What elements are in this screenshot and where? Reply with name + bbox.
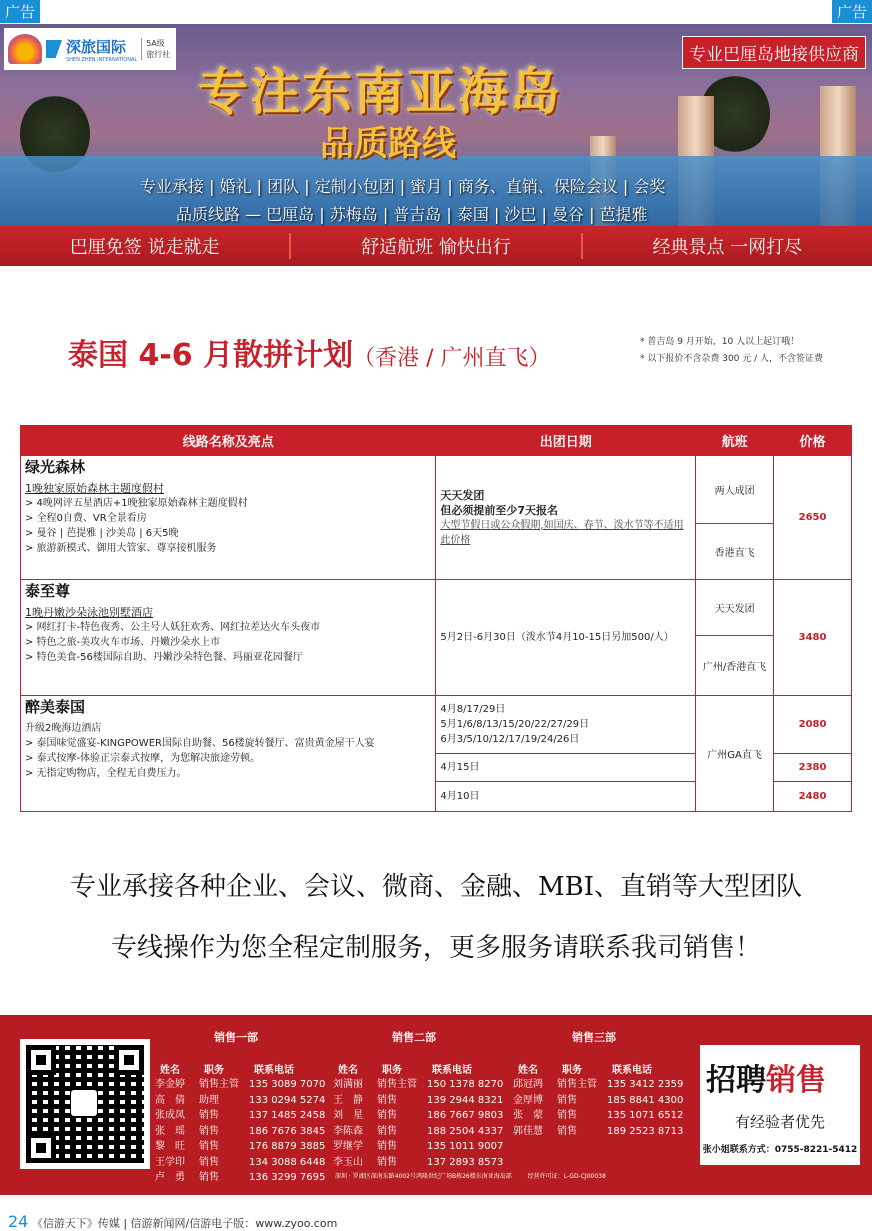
logo-grade-type: 旅行社 <box>146 50 171 59</box>
price-cell: 2650 <box>774 456 852 580</box>
ad-tag-right: 广告 <box>832 0 872 23</box>
slogan-1: 专业承接各种企业、会议、微商、金融、MBI、直销等大型团队 <box>70 872 802 902</box>
col-role: 职务 <box>562 1065 582 1076</box>
price-cell: 2380 <box>774 754 852 782</box>
route-name: 泰至尊 <box>25 582 71 600</box>
staff-row: 刘满丽 销售主管 150 1378 8270 <box>333 1079 504 1090</box>
route-point: > 泰式按摩-体验正宗泰式按摩，为您解决旅途劳顿。 <box>25 753 261 764</box>
date-line: 4月8/17/29日 <box>440 704 506 715</box>
recruit-title-1: 招聘 <box>706 1063 766 1098</box>
page-footer <box>8 1212 337 1231</box>
table-row <box>21 456 852 524</box>
col-role: 职务 <box>204 1065 224 1076</box>
note-item: * 以下报价不含杂费 300 元 / 人，不含签证费 <box>640 354 824 364</box>
staff-row: 刘 星 销售 186 7667 9803 <box>333 1110 504 1121</box>
staff-row: 王 静 销售 139 2944 8321 <box>333 1094 504 1106</box>
slogan-2: 专线操作为您全程定制服务，更多服务请联系我司销售！ <box>110 933 761 963</box>
date-cell <box>436 456 696 580</box>
banner-routes: 品质线路 — 巴厘岛 | 苏梅岛 | 普吉岛 | 泰国 | 沙巴 | 曼谷 | 芭提雅 <box>176 205 648 224</box>
staff-row: 张 瑶 销售 186 7676 3845 <box>155 1125 326 1137</box>
col-header: 出团日期 <box>436 426 696 456</box>
feature-flight: 舒适航班 愉快出行 <box>291 233 582 259</box>
staff-row: 黎 旺 销售 176 8879 3885 <box>155 1141 326 1152</box>
feature-sights: 经典景点 一网打尽 <box>652 237 803 258</box>
recruit-contact: 张小姐联系方式：0755-8221-5412 <box>702 1145 858 1155</box>
company-logo <box>4 28 176 70</box>
col-header: 价格 <box>774 426 852 456</box>
logo-cn-name: 深旅国际 <box>66 37 127 56</box>
route-highlight: 1晚独家原始森林主题度假村 <box>25 482 164 495</box>
staff-row: 郭佳慧 销售 189 2523 8713 <box>513 1125 684 1137</box>
route-point: > 无指定购物店，全程无自费压力。 <box>25 768 187 779</box>
date-line: 5月1/6/8/13/15/20/22/27/29日 <box>440 719 590 730</box>
staff-row: 张成凤 销售 137 1485 2458 <box>155 1110 326 1121</box>
col-role: 职务 <box>382 1065 402 1076</box>
route-point: > 网红打卡-特色夜秀、公主号人妖狂欢秀、网红拉差达火车头夜市 <box>25 622 321 633</box>
banner-headline: 专注东南亚海岛 <box>198 63 562 121</box>
contact-footer <box>0 1015 872 1195</box>
ad-tag-left: 广告 <box>0 0 40 23</box>
page-title <box>68 330 551 374</box>
route-highlight: 升级2晚海边酒店 <box>25 723 102 734</box>
dept-title: 销售三部 <box>572 1031 616 1044</box>
route-point: > 特色美食-56楼国际自助、丹嫩沙朵特色餐、玛丽亚花园餐厅 <box>25 652 303 663</box>
route-name: 绿光森林 <box>25 458 86 476</box>
flight-cell: 两人成团 <box>696 456 774 524</box>
feature-bar <box>0 226 872 266</box>
dept-title: 销售一部 <box>214 1031 258 1044</box>
qr-code <box>20 1039 150 1169</box>
staff-row: 金厚博 销售 185 8841 4300 <box>513 1094 684 1106</box>
title-main: 泰国 4-6 月散拼计划 <box>68 338 354 373</box>
flight-cell: 广州GA直飞 <box>696 696 774 812</box>
col-phone: 联系电话 <box>254 1065 294 1076</box>
route-cell <box>21 580 436 696</box>
brand-mark-icon <box>46 40 62 58</box>
feature-visa: 巴厘免签 说走就走 <box>0 233 291 259</box>
col-name: 姓名 <box>160 1065 180 1076</box>
route-highlight: 1晚丹嫩沙朵泳池别墅酒店 <box>25 606 153 619</box>
recruit-subtitle: 有经验者优先 <box>734 1113 825 1131</box>
staff-row: 李陈森 销售 188 2504 4337 <box>333 1125 504 1137</box>
staff-row: 高 倩 助理 133 0294 5274 <box>155 1094 326 1106</box>
price-cell: 2480 <box>774 782 852 812</box>
table-row <box>21 580 852 636</box>
route-name: 醉美泰国 <box>25 698 86 716</box>
qr-finder <box>26 1045 56 1075</box>
publication-info: 《信游天下》传媒 | 信游新闻网/信游电子版：www.zyoo.com <box>31 1217 338 1230</box>
price-cell: 3480 <box>774 580 852 696</box>
route-point: > 泰国味觉盛宴-KINGPOWER国际自助餐、56楼旋转餐厅、富贵黄金屋干人宴 <box>25 738 375 749</box>
date-line: 6月3/5/10/12/17/19/24/26日 <box>440 734 580 745</box>
staff-row: 李玉山 销售 137 2893 8573 <box>333 1156 504 1168</box>
date-cell: 5月2日-6月30日（泼水节4月10-15日另加500/人） <box>436 580 696 696</box>
banner-services: 专业承接 | 婚礼 | 团队 | 定制小包团 | 蜜月 | 商务、直销、保险会议 | 会奖 <box>140 177 666 196</box>
supplier-badge: 专业巴厘岛地接供应商 <box>682 36 866 69</box>
title-sub: （香港 / 广州直飞） <box>353 346 551 371</box>
recruit-title <box>706 1055 860 1099</box>
staff-row: 卢 勇 销售 136 3299 7695 <box>155 1172 326 1183</box>
route-cell <box>21 456 436 580</box>
dept1-roster <box>155 1077 345 1186</box>
header-banner <box>0 24 872 226</box>
flight-cell: 香港直飞 <box>696 524 774 580</box>
logo-en-name: SHEN ZHEN INTERNATIONAL <box>66 56 138 63</box>
staff-row: 李金婷 销售主管 135 3089 7070 <box>155 1079 326 1090</box>
table-header-row <box>21 426 852 456</box>
col-header: 线路名称及亮点 <box>21 426 436 456</box>
route-point: > 曼谷 | 芭提雅 | 沙美岛 | 6天5晚 <box>25 528 179 539</box>
route-point: > 特色之旅-美攻火车市场、丹嫩沙朵水上市 <box>25 637 221 648</box>
address-line <box>335 1171 606 1180</box>
staff-row: 邱冠鸿 销售主管 135 3412 2359 <box>513 1079 684 1090</box>
col-phone: 联系电话 <box>612 1065 652 1076</box>
date-cell: 4月15日 <box>436 754 696 782</box>
itinerary-table <box>20 425 852 812</box>
route-cell <box>21 696 436 812</box>
qr-finder <box>114 1045 144 1075</box>
dept3-roster <box>513 1077 703 1139</box>
date-note: 大型节假日或公众假期,如国庆、春节、泼水节等不适用此价格 <box>440 519 684 546</box>
col-labels <box>160 1061 294 1076</box>
col-labels <box>518 1061 652 1076</box>
col-name: 姓名 <box>338 1065 358 1076</box>
sun-logo-icon <box>8 34 42 64</box>
dept-title: 销售二部 <box>392 1031 436 1044</box>
note-item: * 普吉岛 9 月开始，10 人以上起订哦！ <box>640 337 800 347</box>
recruit-box <box>700 1045 860 1165</box>
date-main: 天天发团 <box>440 488 485 502</box>
col-name: 姓名 <box>518 1065 538 1076</box>
route-point: > 4晚网评五星酒店+1晚独家原始森林主题度假村 <box>25 498 248 509</box>
date-cell: 4月10日 <box>436 782 696 812</box>
flight-cell: 广州/香港直飞 <box>696 636 774 696</box>
address: 深圳 · 罗湖区深南东路4002号鸿隆世纪广场B栋26楼东南亚海岛部 <box>335 1173 512 1180</box>
staff-row: 罗继学 销售 135 1011 9007 <box>333 1141 504 1152</box>
route-point: > 旅游新模式、御用大管家、尊享接机服务 <box>25 543 217 554</box>
date-cell <box>436 696 696 754</box>
staff-row: 张 蒙 销售 135 1071 6512 <box>513 1110 684 1121</box>
date-requirement: 但必须提前至少7天报名 <box>440 503 559 517</box>
page-number: 24 <box>8 1212 29 1231</box>
flight-cell: 天天发团 <box>696 580 774 636</box>
col-phone: 联系电话 <box>432 1065 472 1076</box>
dept2-roster <box>333 1077 523 1170</box>
banner-subhead: 品质路线 <box>320 124 456 164</box>
recruit-title-2: 销售 <box>766 1063 826 1098</box>
route-point: > 全程0自费、VR全景看房 <box>25 513 147 524</box>
staff-row: 王学印 销售 134 3088 6448 <box>155 1156 326 1168</box>
col-header: 航班 <box>696 426 774 456</box>
license: 经营许可证：L-GD-CJ00038 <box>527 1173 606 1180</box>
qr-logo-icon <box>71 1090 97 1116</box>
table-row <box>21 696 852 754</box>
logo-grade: 5A级 <box>146 39 165 48</box>
qr-finder <box>26 1133 56 1163</box>
col-labels <box>338 1061 472 1076</box>
notes <box>640 334 823 368</box>
price-cell: 2080 <box>774 696 852 754</box>
